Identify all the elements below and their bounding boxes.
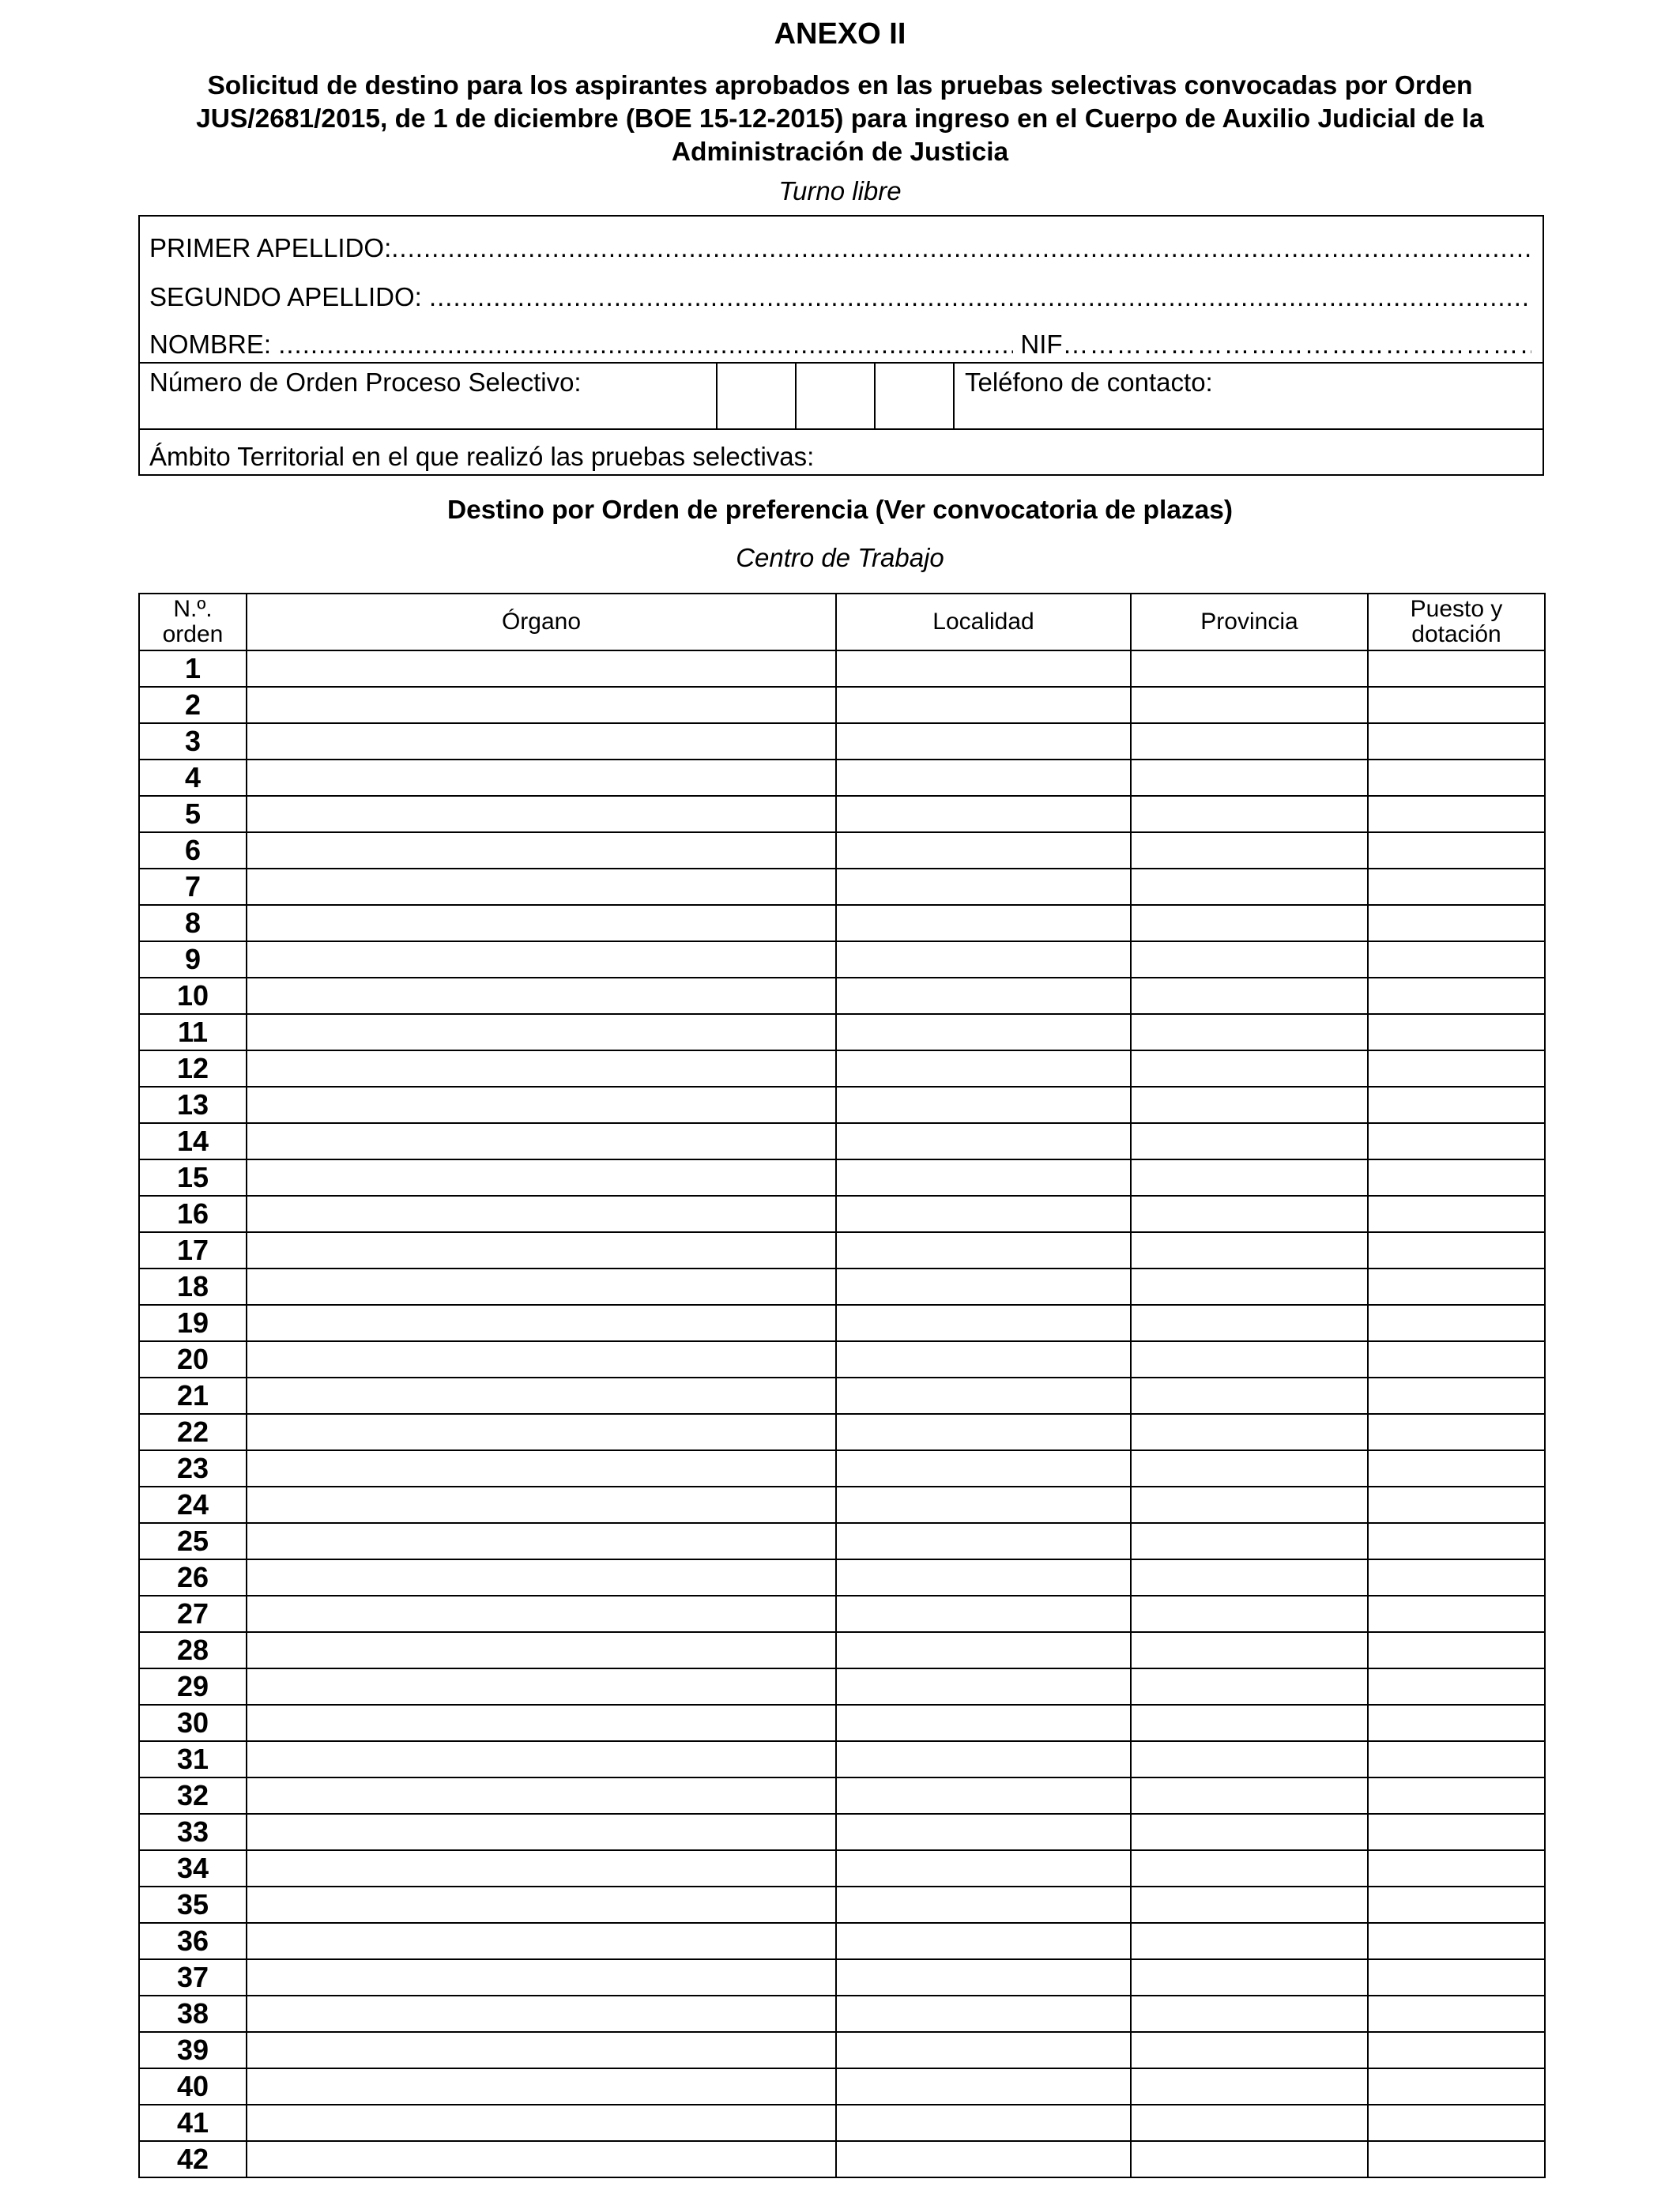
cell-organo[interactable] bbox=[247, 1487, 836, 1523]
cell-puesto-dotacion[interactable] bbox=[1368, 1523, 1545, 1559]
cell-provincia[interactable] bbox=[1131, 1378, 1368, 1414]
cell-provincia[interactable] bbox=[1131, 1305, 1368, 1341]
header-provincia: Provincia bbox=[1131, 594, 1368, 650]
cell-provincia[interactable] bbox=[1131, 832, 1368, 869]
cell-organo[interactable] bbox=[247, 1705, 836, 1741]
cell-organo[interactable] bbox=[247, 1814, 836, 1850]
table-row bbox=[139, 1777, 1545, 1814]
cell-numero-orden: 15 bbox=[139, 1159, 247, 1196]
cell-numero-orden: 40 bbox=[139, 2068, 247, 2105]
cell-localidad[interactable] bbox=[836, 687, 1131, 723]
cell-provincia[interactable] bbox=[1131, 1487, 1368, 1523]
header-puesto-dotacion: Puesto y dotación bbox=[1368, 594, 1545, 650]
cell-provincia[interactable] bbox=[1131, 1450, 1368, 1487]
cell-numero-orden: 10 bbox=[139, 978, 247, 1014]
cell-puesto-dotacion[interactable] bbox=[1368, 687, 1545, 723]
segundo-apellido-label: SEGUNDO APELLIDO: bbox=[149, 282, 429, 311]
cell-provincia[interactable] bbox=[1131, 1705, 1368, 1741]
table-row bbox=[139, 869, 1545, 905]
cell-provincia[interactable] bbox=[1131, 2032, 1368, 2068]
cell-numero-orden: 25 bbox=[139, 1523, 247, 1559]
cell-puesto-dotacion[interactable] bbox=[1368, 1014, 1545, 1050]
cell-localidad[interactable] bbox=[836, 869, 1131, 905]
cell-localidad[interactable] bbox=[836, 796, 1131, 832]
table-row bbox=[139, 1341, 1545, 1378]
numero-orden-digit-box[interactable] bbox=[797, 364, 874, 427]
cell-organo[interactable] bbox=[247, 1923, 836, 1959]
cell-organo[interactable] bbox=[247, 1269, 836, 1305]
cell-puesto-dotacion[interactable] bbox=[1368, 1123, 1545, 1159]
cell-localidad[interactable] bbox=[836, 905, 1131, 941]
cell-localidad[interactable] bbox=[836, 1741, 1131, 1777]
ambito-territorial-label: Ámbito Territorial en el que realizó las pruebas selectivas: bbox=[149, 442, 815, 471]
cell-provincia[interactable] bbox=[1131, 1341, 1368, 1378]
table-row bbox=[139, 1123, 1545, 1159]
cell-provincia[interactable] bbox=[1131, 1014, 1368, 1050]
cell-provincia[interactable] bbox=[1131, 760, 1368, 796]
table-row bbox=[139, 978, 1545, 1014]
cell-numero-orden: 35 bbox=[139, 1887, 247, 1923]
cell-numero-orden: 38 bbox=[139, 1996, 247, 2032]
cell-puesto-dotacion[interactable] bbox=[1368, 1450, 1545, 1487]
cell-puesto-dotacion[interactable] bbox=[1368, 1159, 1545, 1196]
cell-organo[interactable] bbox=[247, 1159, 836, 1196]
cell-organo[interactable] bbox=[247, 1378, 836, 1414]
cell-provincia[interactable] bbox=[1131, 650, 1368, 687]
table-row bbox=[139, 1923, 1545, 1959]
cell-localidad[interactable] bbox=[836, 978, 1131, 1014]
cell-numero-orden: 24 bbox=[139, 1487, 247, 1523]
numero-orden-digit-box[interactable] bbox=[718, 364, 795, 427]
cell-numero-orden: 30 bbox=[139, 1705, 247, 1741]
cell-organo[interactable] bbox=[247, 796, 836, 832]
document-title: Solicitud de destino para los aspirantes aprobados en las pruebas selectivas convocadas por Orden JUS/2681/2015, de 1 de diciembre (BOE 15-12-2015) para ingreso en el Cuerpo de Auxilio Judicial de la Administración de Justicia bbox=[196, 71, 1484, 167]
cell-numero-orden: 12 bbox=[139, 1050, 247, 1087]
table-row bbox=[139, 1523, 1545, 1559]
table-row bbox=[139, 1741, 1545, 1777]
cell-puesto-dotacion[interactable] bbox=[1368, 1232, 1545, 1269]
cell-numero-orden: 31 bbox=[139, 1741, 247, 1777]
cell-organo[interactable] bbox=[247, 832, 836, 869]
cell-numero-orden: 29 bbox=[139, 1668, 247, 1705]
cell-numero-orden: 18 bbox=[139, 1269, 247, 1305]
table-row bbox=[139, 941, 1545, 978]
table-row bbox=[139, 1450, 1545, 1487]
cell-numero-orden: 32 bbox=[139, 1777, 247, 1814]
cell-localidad[interactable] bbox=[836, 1814, 1131, 1850]
table-row bbox=[139, 2032, 1545, 2068]
cell-puesto-dotacion[interactable] bbox=[1368, 1378, 1545, 1414]
primer-apellido-fill-line bbox=[391, 231, 1531, 266]
cell-provincia[interactable] bbox=[1131, 1087, 1368, 1123]
table-row bbox=[139, 1887, 1545, 1923]
cell-organo[interactable] bbox=[247, 1450, 836, 1487]
cell-provincia[interactable] bbox=[1131, 1668, 1368, 1705]
cell-organo[interactable] bbox=[247, 941, 836, 978]
cell-numero-orden: 20 bbox=[139, 1341, 247, 1378]
cell-puesto-dotacion[interactable] bbox=[1368, 1559, 1545, 1596]
cell-puesto-dotacion[interactable] bbox=[1368, 1632, 1545, 1668]
cell-numero-orden: 36 bbox=[139, 1923, 247, 1959]
turno-label: Turno libre bbox=[778, 176, 902, 205]
cell-localidad[interactable] bbox=[836, 1378, 1131, 1414]
table-row bbox=[139, 1414, 1545, 1450]
cell-numero-orden: 5 bbox=[139, 796, 247, 832]
cell-puesto-dotacion[interactable] bbox=[1368, 1850, 1545, 1887]
table-row bbox=[139, 1559, 1545, 1596]
cell-localidad[interactable] bbox=[836, 1923, 1131, 1959]
cell-organo[interactable] bbox=[247, 1959, 836, 1996]
cell-localidad[interactable] bbox=[836, 1523, 1131, 1559]
cell-puesto-dotacion[interactable] bbox=[1368, 796, 1545, 832]
cell-localidad[interactable] bbox=[836, 1305, 1131, 1341]
cell-provincia[interactable] bbox=[1131, 1596, 1368, 1632]
cell-numero-orden: 27 bbox=[139, 1596, 247, 1632]
cell-localidad[interactable] bbox=[836, 1850, 1131, 1887]
cell-provincia[interactable] bbox=[1131, 905, 1368, 941]
cell-numero-orden: 33 bbox=[139, 1814, 247, 1850]
cell-numero-orden: 2 bbox=[139, 687, 247, 723]
cell-numero-orden: 6 bbox=[139, 832, 247, 869]
table-row bbox=[139, 723, 1545, 760]
cell-puesto-dotacion[interactable] bbox=[1368, 832, 1545, 869]
cell-numero-orden: 11 bbox=[139, 1014, 247, 1050]
cell-provincia[interactable] bbox=[1131, 1232, 1368, 1269]
cell-localidad[interactable] bbox=[836, 1050, 1131, 1087]
cell-puesto-dotacion[interactable] bbox=[1368, 760, 1545, 796]
numero-orden-digit-box[interactable] bbox=[876, 364, 953, 427]
cell-provincia[interactable] bbox=[1131, 2105, 1368, 2141]
cell-puesto-dotacion[interactable] bbox=[1368, 2068, 1545, 2105]
table-row bbox=[139, 687, 1545, 723]
table-row bbox=[139, 1014, 1545, 1050]
cell-organo[interactable] bbox=[247, 760, 836, 796]
table-row bbox=[139, 1232, 1545, 1269]
cell-provincia[interactable] bbox=[1131, 796, 1368, 832]
destination-section-title: Destino por Orden de preferencia (Ver convocatoria de plazas) bbox=[446, 496, 1234, 525]
cell-puesto-dotacion[interactable] bbox=[1368, 1487, 1545, 1523]
header-numero-orden: N.º. orden bbox=[139, 594, 247, 650]
cell-puesto-dotacion[interactable] bbox=[1368, 1705, 1545, 1741]
cell-numero-orden: 23 bbox=[139, 1450, 247, 1487]
cell-organo[interactable] bbox=[247, 1050, 836, 1087]
cell-provincia[interactable] bbox=[1131, 941, 1368, 978]
numero-orden-label: Número de Orden Proceso Selectivo: bbox=[149, 368, 582, 397]
table-row bbox=[139, 1378, 1545, 1414]
cell-numero-orden: 21 bbox=[139, 1378, 247, 1414]
cell-puesto-dotacion[interactable] bbox=[1368, 2105, 1545, 2141]
cell-puesto-dotacion[interactable] bbox=[1368, 2141, 1545, 2177]
nombre-label: NOMBRE: bbox=[149, 330, 279, 359]
cell-provincia[interactable] bbox=[1131, 2141, 1368, 2177]
telefono-field[interactable] bbox=[955, 398, 1543, 427]
cell-localidad[interactable] bbox=[836, 1232, 1131, 1269]
table-row bbox=[139, 2105, 1545, 2141]
table-row bbox=[139, 1850, 1545, 1887]
cell-localidad[interactable] bbox=[836, 1159, 1131, 1196]
cell-organo[interactable] bbox=[247, 869, 836, 905]
table-row bbox=[139, 1159, 1545, 1196]
cell-localidad[interactable] bbox=[836, 1487, 1131, 1523]
cell-numero-orden: 7 bbox=[139, 869, 247, 905]
cell-organo[interactable] bbox=[247, 1232, 836, 1269]
table-row bbox=[139, 1705, 1545, 1741]
cell-localidad[interactable] bbox=[836, 1668, 1131, 1705]
table-row bbox=[139, 1596, 1545, 1632]
centro-trabajo-label: Centro de Trabajo bbox=[736, 543, 944, 572]
cell-localidad[interactable] bbox=[836, 1959, 1131, 1996]
cell-numero-orden: 42 bbox=[139, 2141, 247, 2177]
cell-provincia[interactable] bbox=[1131, 1123, 1368, 1159]
cell-localidad[interactable] bbox=[836, 1014, 1131, 1050]
cell-puesto-dotacion[interactable] bbox=[1368, 1814, 1545, 1850]
cell-puesto-dotacion[interactable] bbox=[1368, 1050, 1545, 1087]
table-row bbox=[139, 2068, 1545, 2105]
cell-provincia[interactable] bbox=[1131, 1050, 1368, 1087]
cell-puesto-dotacion[interactable] bbox=[1368, 941, 1545, 978]
cell-numero-orden: 19 bbox=[139, 1305, 247, 1341]
cell-puesto-dotacion[interactable] bbox=[1368, 1996, 1545, 2032]
cell-numero-orden: 34 bbox=[139, 1850, 247, 1887]
cell-puesto-dotacion[interactable] bbox=[1368, 1305, 1545, 1341]
cell-localidad[interactable] bbox=[836, 832, 1131, 869]
cell-puesto-dotacion[interactable] bbox=[1368, 1887, 1545, 1923]
table-row bbox=[139, 650, 1545, 687]
nif-fill-line bbox=[1063, 327, 1531, 362]
cell-puesto-dotacion[interactable] bbox=[1368, 1741, 1545, 1777]
cell-organo[interactable] bbox=[247, 2068, 836, 2105]
cell-provincia[interactable] bbox=[1131, 1523, 1368, 1559]
cell-provincia[interactable] bbox=[1131, 1777, 1368, 1814]
cell-provincia[interactable] bbox=[1131, 1887, 1368, 1923]
table-row bbox=[139, 1959, 1545, 1996]
cell-numero-orden: 37 bbox=[139, 1959, 247, 1996]
cell-numero-orden: 39 bbox=[139, 2032, 247, 2068]
cell-localidad[interactable] bbox=[836, 1196, 1131, 1232]
cell-localidad[interactable] bbox=[836, 1596, 1131, 1632]
cell-numero-orden: 26 bbox=[139, 1559, 247, 1596]
table-row bbox=[139, 1996, 1545, 2032]
cell-organo[interactable] bbox=[247, 1850, 836, 1887]
cell-puesto-dotacion[interactable] bbox=[1368, 1668, 1545, 1705]
preference-table bbox=[138, 593, 1546, 2178]
table-row bbox=[139, 760, 1545, 796]
cell-localidad[interactable] bbox=[836, 760, 1131, 796]
telefono-label: Teléfono de contacto: bbox=[965, 368, 1213, 397]
cell-localidad[interactable] bbox=[836, 1087, 1131, 1123]
cell-organo[interactable] bbox=[247, 1632, 836, 1668]
cell-organo[interactable] bbox=[247, 1123, 836, 1159]
cell-organo[interactable] bbox=[247, 905, 836, 941]
cell-provincia[interactable] bbox=[1131, 1741, 1368, 1777]
cell-puesto-dotacion[interactable] bbox=[1368, 1087, 1545, 1123]
cell-provincia[interactable] bbox=[1131, 1159, 1368, 1196]
cell-localidad[interactable] bbox=[836, 1705, 1131, 1741]
cell-localidad[interactable] bbox=[836, 2032, 1131, 2068]
primer-apellido-field[interactable] bbox=[149, 231, 1531, 266]
cell-provincia[interactable] bbox=[1131, 1923, 1368, 1959]
cell-organo[interactable] bbox=[247, 2105, 836, 2141]
nombre-nif-field[interactable] bbox=[149, 327, 1531, 362]
cell-organo[interactable] bbox=[247, 1087, 836, 1123]
cell-organo[interactable] bbox=[247, 2141, 836, 2177]
cell-organo[interactable] bbox=[247, 687, 836, 723]
cell-localidad[interactable] bbox=[836, 1269, 1131, 1305]
cell-provincia[interactable] bbox=[1131, 1559, 1368, 1596]
cell-organo[interactable] bbox=[247, 2032, 836, 2068]
table-row bbox=[139, 1050, 1545, 1087]
primer-apellido-label: PRIMER APELLIDO: bbox=[149, 233, 392, 262]
cell-numero-orden: 4 bbox=[139, 760, 247, 796]
cell-organo[interactable] bbox=[247, 1014, 836, 1050]
cell-provincia[interactable] bbox=[1131, 1996, 1368, 2032]
segundo-apellido-field[interactable] bbox=[149, 280, 1531, 315]
table-row bbox=[139, 1814, 1545, 1850]
cell-localidad[interactable] bbox=[836, 650, 1131, 687]
cell-localidad[interactable] bbox=[836, 1559, 1131, 1596]
cell-puesto-dotacion[interactable] bbox=[1368, 1341, 1545, 1378]
cell-puesto-dotacion[interactable] bbox=[1368, 1414, 1545, 1450]
cell-provincia[interactable] bbox=[1131, 1959, 1368, 1996]
cell-organo[interactable] bbox=[247, 650, 836, 687]
cell-provincia[interactable] bbox=[1131, 687, 1368, 723]
cell-provincia[interactable] bbox=[1131, 723, 1368, 760]
cell-localidad[interactable] bbox=[836, 941, 1131, 978]
cell-localidad[interactable] bbox=[836, 2105, 1131, 2141]
cell-puesto-dotacion[interactable] bbox=[1368, 869, 1545, 905]
cell-localidad[interactable] bbox=[836, 1123, 1131, 1159]
header-localidad: Localidad bbox=[836, 594, 1131, 650]
cell-organo[interactable] bbox=[247, 1887, 836, 1923]
cell-localidad[interactable] bbox=[836, 1414, 1131, 1450]
cell-puesto-dotacion[interactable] bbox=[1368, 1777, 1545, 1814]
cell-provincia[interactable] bbox=[1131, 2068, 1368, 2105]
table-row bbox=[139, 1087, 1545, 1123]
cell-numero-orden: 41 bbox=[139, 2105, 247, 2141]
annex-title: ANEXO II bbox=[774, 17, 906, 51]
cell-provincia[interactable] bbox=[1131, 1850, 1368, 1887]
cell-localidad[interactable] bbox=[836, 1341, 1131, 1378]
cell-provincia[interactable] bbox=[1131, 869, 1368, 905]
cell-provincia[interactable] bbox=[1131, 1196, 1368, 1232]
cell-puesto-dotacion[interactable] bbox=[1368, 1269, 1545, 1305]
table-row bbox=[139, 1196, 1545, 1232]
cell-organo[interactable] bbox=[247, 1668, 836, 1705]
cell-puesto-dotacion[interactable] bbox=[1368, 2032, 1545, 2068]
cell-numero-orden: 3 bbox=[139, 723, 247, 760]
cell-provincia[interactable] bbox=[1131, 978, 1368, 1014]
cell-provincia[interactable] bbox=[1131, 1414, 1368, 1450]
nombre-fill-line bbox=[278, 327, 1013, 362]
cell-localidad[interactable] bbox=[836, 1887, 1131, 1923]
cell-puesto-dotacion[interactable] bbox=[1368, 1596, 1545, 1632]
table-header-row bbox=[139, 594, 1545, 650]
cell-puesto-dotacion[interactable] bbox=[1368, 1959, 1545, 1996]
cell-organo[interactable] bbox=[247, 1196, 836, 1232]
cell-puesto-dotacion[interactable] bbox=[1368, 723, 1545, 760]
cell-organo[interactable] bbox=[247, 978, 836, 1014]
cell-organo[interactable] bbox=[247, 1523, 836, 1559]
cell-numero-orden: 13 bbox=[139, 1087, 247, 1123]
cell-localidad[interactable] bbox=[836, 2068, 1131, 2105]
cell-organo[interactable] bbox=[247, 1741, 836, 1777]
cell-puesto-dotacion[interactable] bbox=[1368, 1196, 1545, 1232]
cell-numero-orden: 8 bbox=[139, 905, 247, 941]
table-row bbox=[139, 1632, 1545, 1668]
cell-localidad[interactable] bbox=[836, 1996, 1131, 2032]
cell-localidad[interactable] bbox=[836, 1632, 1131, 1668]
cell-numero-orden: 16 bbox=[139, 1196, 247, 1232]
nif-label: NIF bbox=[1013, 330, 1063, 359]
cell-localidad[interactable] bbox=[836, 2141, 1131, 2177]
cell-numero-orden: 9 bbox=[139, 941, 247, 978]
cell-provincia[interactable] bbox=[1131, 1632, 1368, 1668]
segundo-apellido-fill-line bbox=[429, 280, 1531, 315]
table-row bbox=[139, 2141, 1545, 2177]
cell-puesto-dotacion[interactable] bbox=[1368, 1923, 1545, 1959]
cell-puesto-dotacion[interactable] bbox=[1368, 905, 1545, 941]
cell-organo[interactable] bbox=[247, 723, 836, 760]
table-row bbox=[139, 1668, 1545, 1705]
cell-organo[interactable] bbox=[247, 1559, 836, 1596]
cell-numero-orden: 14 bbox=[139, 1123, 247, 1159]
cell-numero-orden: 22 bbox=[139, 1414, 247, 1450]
cell-puesto-dotacion[interactable] bbox=[1368, 650, 1545, 687]
cell-organo[interactable] bbox=[247, 1305, 836, 1341]
cell-organo[interactable] bbox=[247, 1777, 836, 1814]
cell-organo[interactable] bbox=[247, 1341, 836, 1378]
cell-provincia[interactable] bbox=[1131, 1269, 1368, 1305]
table-row bbox=[139, 1305, 1545, 1341]
cell-organo[interactable] bbox=[247, 1596, 836, 1632]
table-row bbox=[139, 905, 1545, 941]
cell-localidad[interactable] bbox=[836, 1450, 1131, 1487]
cell-numero-orden: 17 bbox=[139, 1232, 247, 1269]
cell-provincia[interactable] bbox=[1131, 1814, 1368, 1850]
table-row bbox=[139, 832, 1545, 869]
table-row bbox=[139, 1487, 1545, 1523]
table-row bbox=[139, 1269, 1545, 1305]
cell-localidad[interactable] bbox=[836, 723, 1131, 760]
table-row bbox=[139, 796, 1545, 832]
cell-puesto-dotacion[interactable] bbox=[1368, 978, 1545, 1014]
applicant-data-box bbox=[138, 215, 1544, 476]
cell-localidad[interactable] bbox=[836, 1777, 1131, 1814]
divider bbox=[140, 428, 1543, 430]
cell-organo[interactable] bbox=[247, 1414, 836, 1450]
cell-organo[interactable] bbox=[247, 1996, 836, 2032]
cell-numero-orden: 28 bbox=[139, 1632, 247, 1668]
cell-numero-orden: 1 bbox=[139, 650, 247, 687]
header-organo: Órgano bbox=[247, 594, 836, 650]
